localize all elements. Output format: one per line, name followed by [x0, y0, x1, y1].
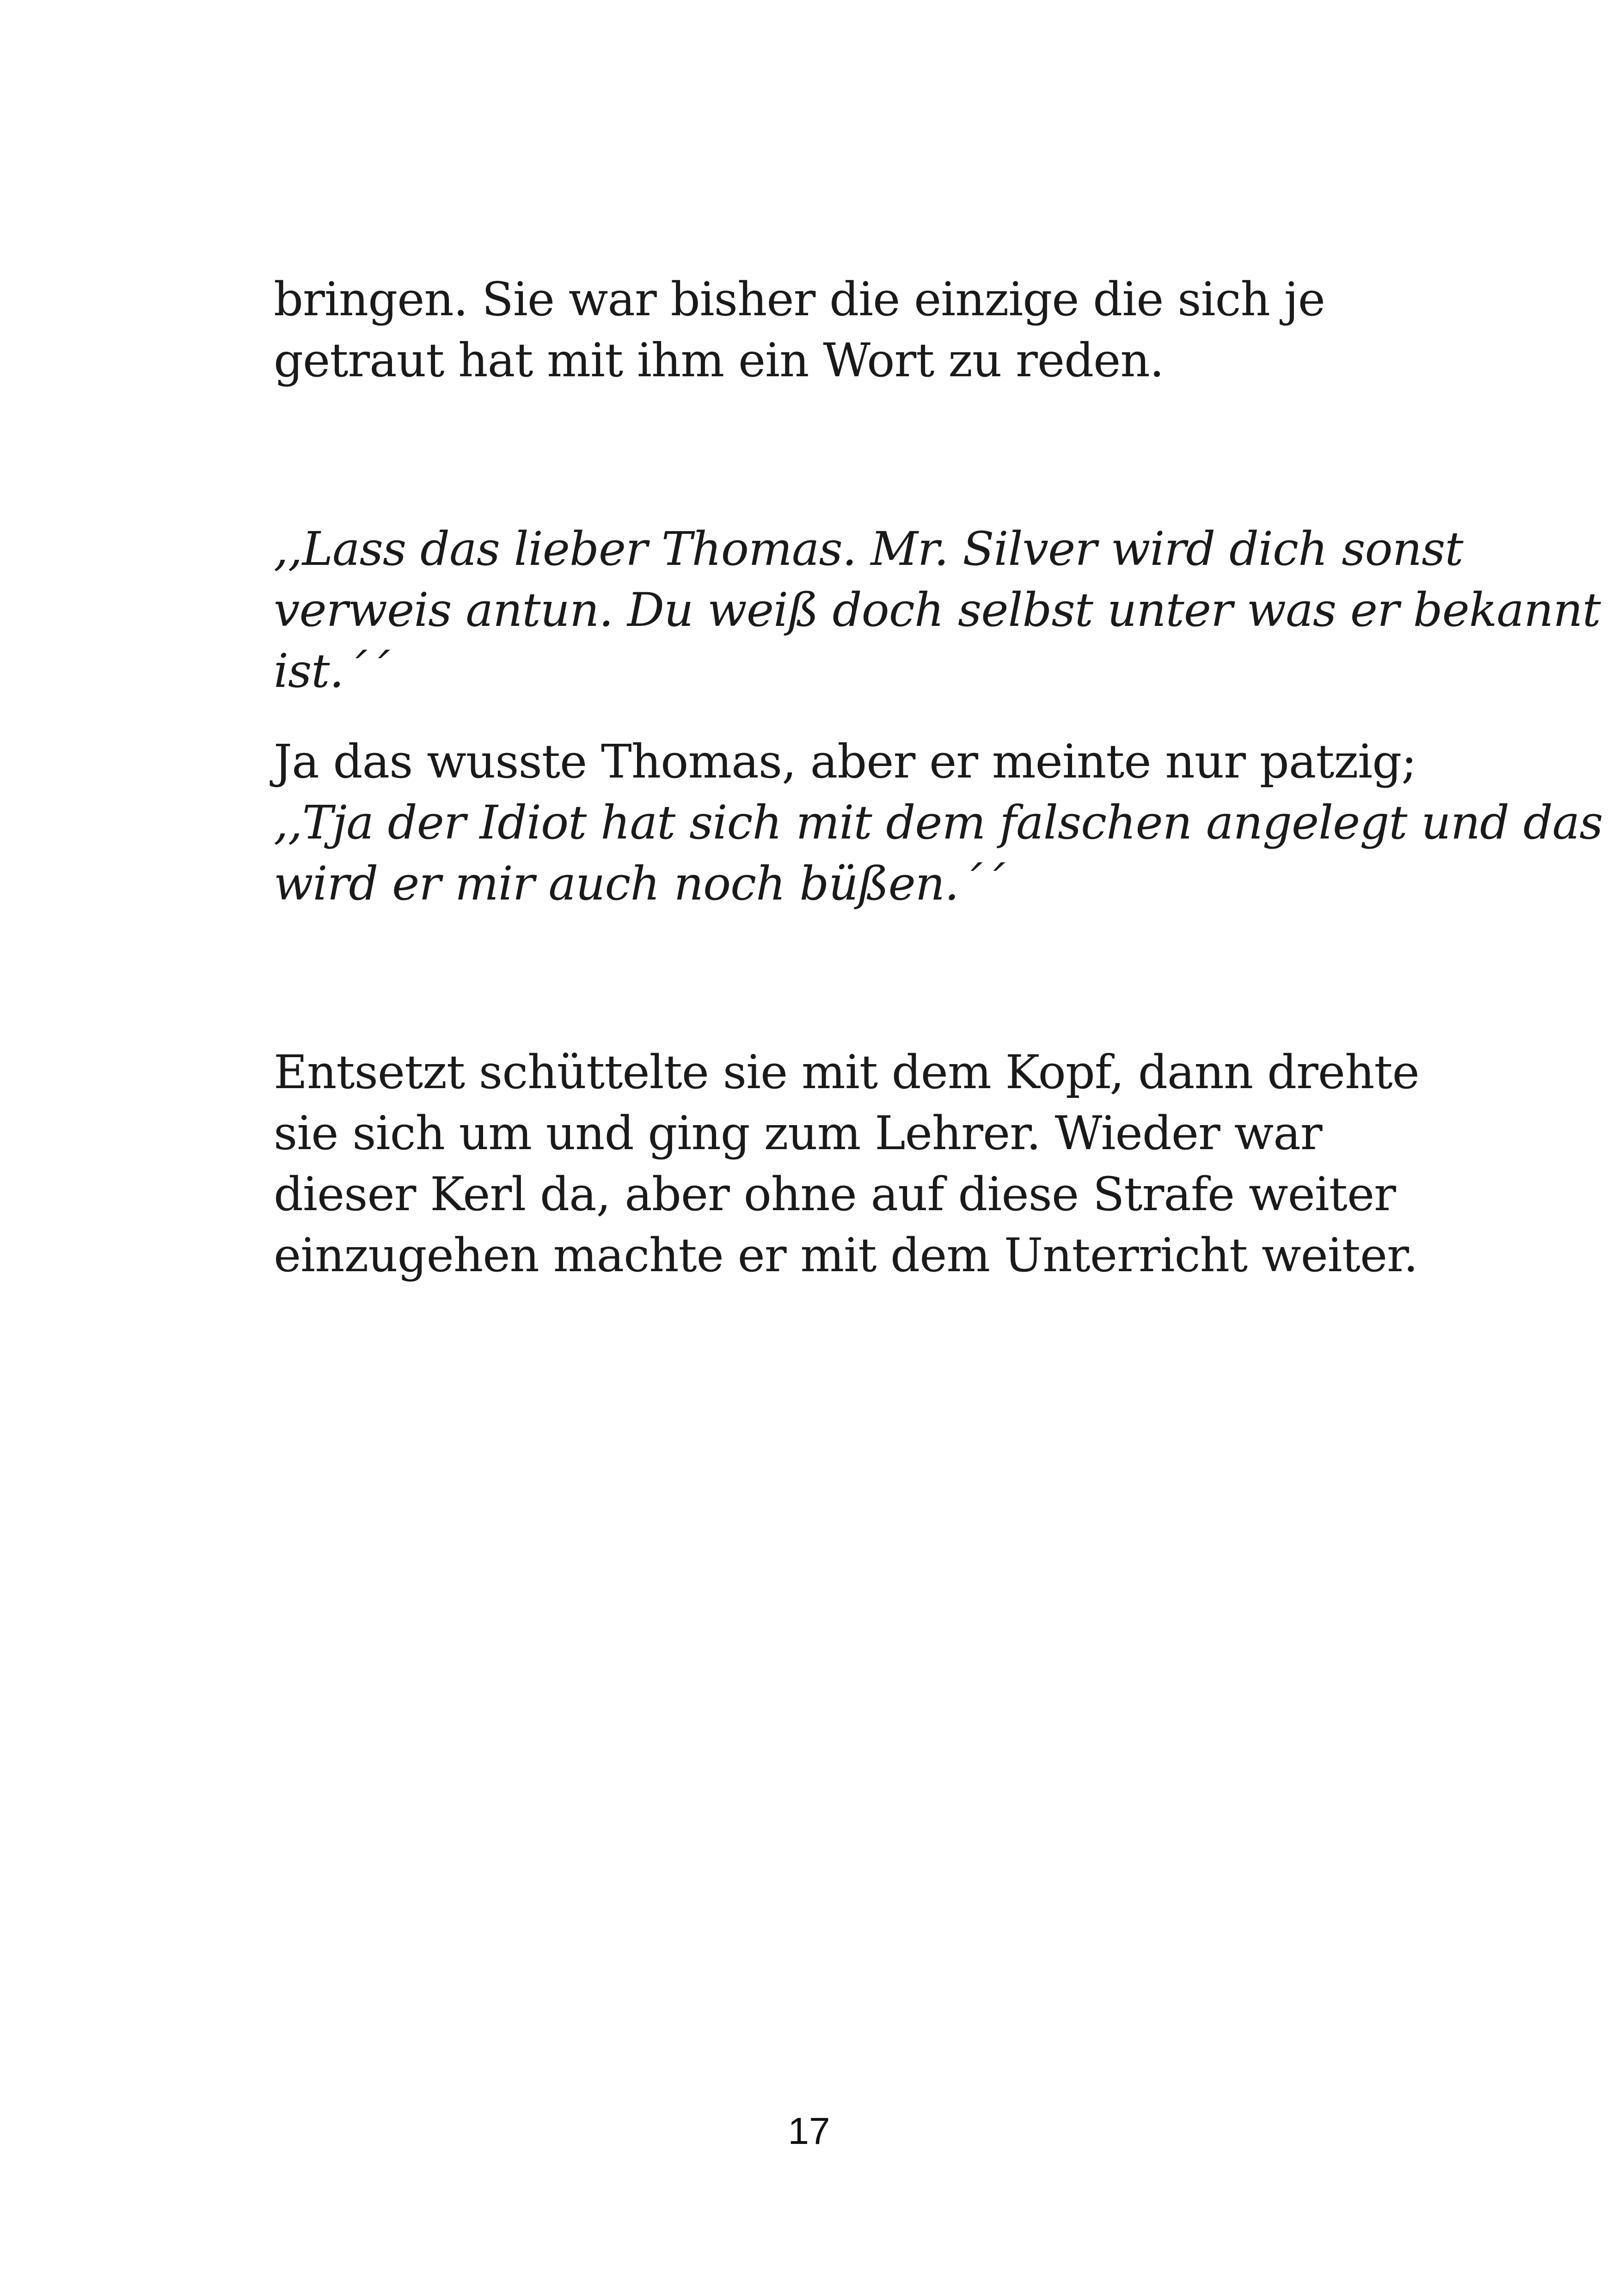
paragraph-2-line-2: verweis antun. Du weiß doch selbst unter was er bekannt: [274, 583, 1601, 637]
page-number: 17: [788, 2110, 830, 2152]
paragraph-3-line-1: Ja das wusste Thomas, aber er meinte nur patzig;: [274, 735, 1416, 789]
paragraph-2-line-3: ist.´´: [274, 644, 389, 698]
paragraph-4-line-2: sie sich um und ging zum Lehrer. Wieder war: [274, 1106, 1322, 1160]
paragraph-2-line-1: ,,Lass das lieber Thomas. Mr. Silver wird dich sonst: [274, 522, 1463, 576]
paragraph-4-line-3: dieser Kerl da, aber ohne auf diese Strafe weiter: [274, 1167, 1396, 1221]
paragraph-4-line-1: Entsetzt schüttelte sie mit dem Kopf, dann drehte: [274, 1045, 1419, 1099]
paragraph-3-line-2: ,,Tja der Idiot hat sich mit dem falschen angelegt und das: [274, 796, 1603, 850]
paragraph-1-line-2: getraut hat mit ihm ein Wort zu reden.: [274, 333, 1164, 387]
paragraph-3-line-3: wird er mir auch noch büßen.´´: [274, 857, 1004, 911]
paragraph-4-line-4: einzugehen machte er mit dem Unterricht weiter.: [274, 1228, 1418, 1282]
paragraph-1-line-1: bringen. Sie war bisher die einzige die sich je: [274, 272, 1325, 326]
